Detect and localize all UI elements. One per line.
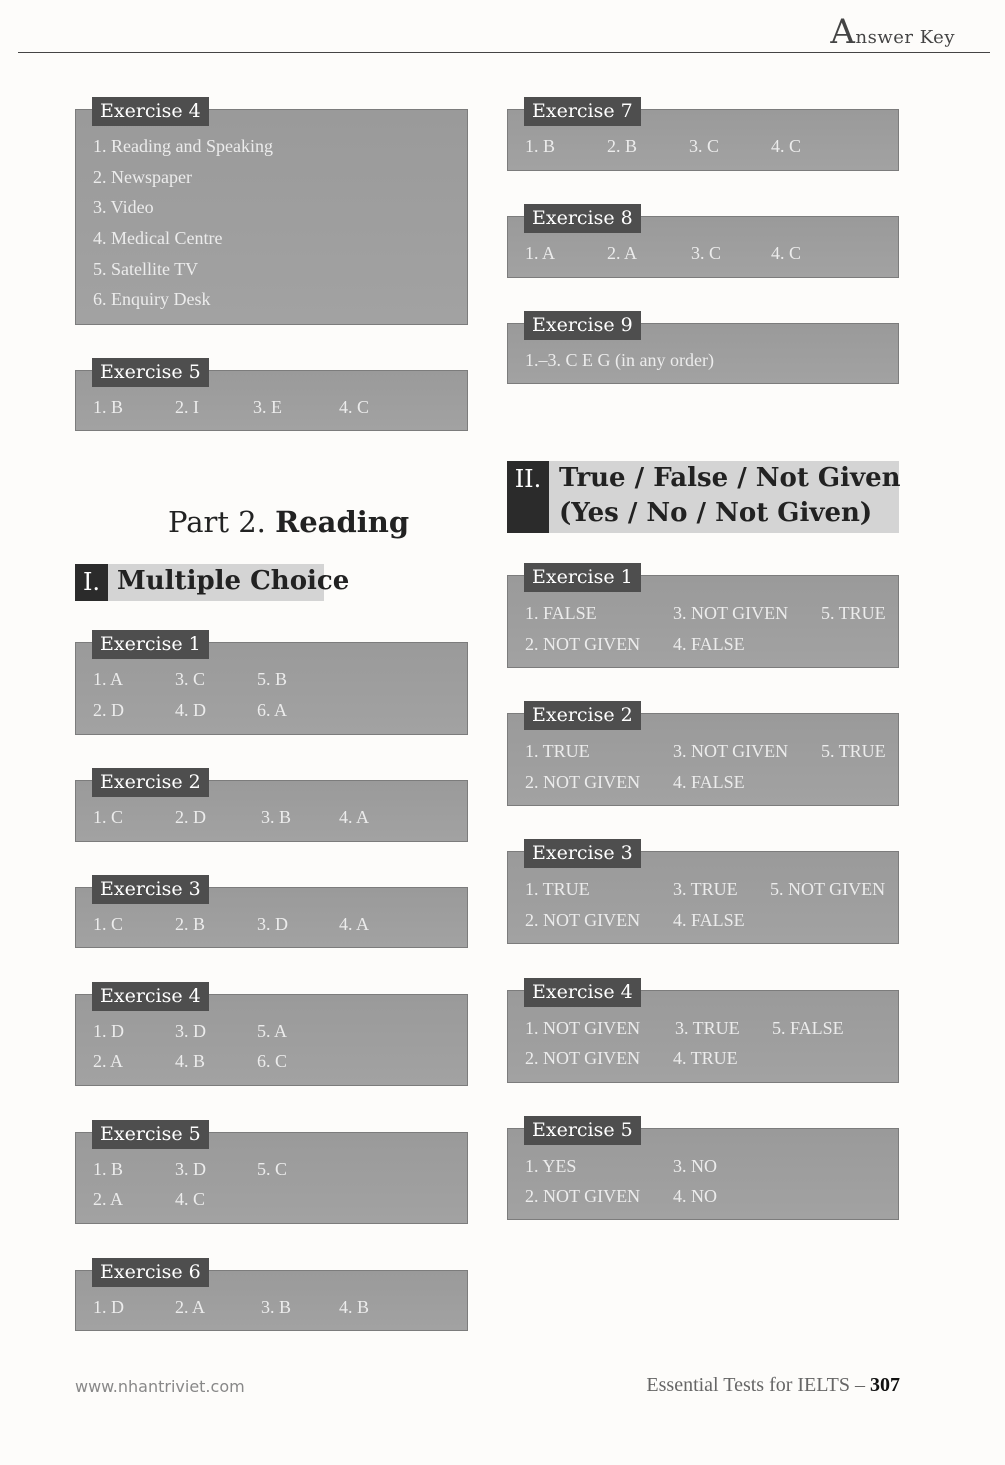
answer-item: 2. D: [175, 807, 206, 827]
answer-item: 1. A: [93, 669, 124, 689]
exercise-9-box: [507, 314, 899, 384]
footer-url: www.nhantriviet.com: [75, 1377, 245, 1396]
exercise-title: Exercise 6: [92, 1258, 209, 1287]
section-title: True / False / Not Given: [559, 463, 901, 493]
answer-item: 3. C: [691, 243, 722, 263]
section-title: Multiple Choice: [117, 566, 350, 596]
answer-item: 4. TRUE: [673, 1048, 738, 1068]
part-name: Reading: [275, 505, 410, 539]
exercise-5-listening-box: [75, 361, 468, 431]
header-rule: [18, 52, 990, 53]
answer-item: 3. E: [253, 397, 282, 417]
answer-item: 5. TRUE: [821, 741, 886, 761]
mc-exercise-6-box: [75, 1261, 468, 1331]
answer-item: 2. A: [175, 1297, 206, 1317]
answer-item: 3. NOT GIVEN: [673, 741, 789, 761]
mc-exercise-1-box: [75, 633, 468, 735]
mc-exercise-2-box: [75, 771, 468, 842]
answer-item: 2. A: [607, 243, 638, 263]
answer-item: 3. C: [175, 669, 206, 689]
tf-exercise-2-box: [507, 704, 899, 806]
tf-exercise-4-box: [507, 981, 899, 1083]
mc-exercise-3-box: [75, 878, 468, 948]
exercise-title: Exercise 9: [524, 311, 641, 340]
answer-item: 5. Satellite TV: [93, 259, 199, 279]
answer-item: 4. FALSE: [673, 772, 745, 792]
answer-item: 3. D: [175, 1159, 206, 1179]
mc-exercise-4-box: [75, 985, 468, 1086]
answer-item: 4. C: [771, 243, 802, 263]
footer-book: Essential Tests for IELTS –: [646, 1374, 870, 1396]
exercise-title: Exercise 8: [524, 204, 641, 233]
exercise-title: Exercise 2: [92, 768, 209, 797]
answer-item: 2. NOT GIVEN: [525, 772, 641, 792]
answer-item: 5. A: [257, 1021, 288, 1041]
exercise-title: Exercise 4: [92, 97, 209, 126]
answer-item: 5. TRUE: [821, 603, 886, 623]
answer-item: 2. B: [175, 914, 206, 934]
answer-item: 4. B: [175, 1051, 206, 1071]
answer-item: 2. NOT GIVEN: [525, 634, 641, 654]
answer-item: 5. C: [257, 1159, 288, 1179]
answer-item: 1. TRUE: [525, 879, 590, 899]
answer-item: 3. C: [689, 136, 720, 156]
answer-item: 1.–3. C E G (in any order): [525, 350, 714, 370]
answer-item: 1. A: [525, 243, 556, 263]
answer-item: 4. C: [339, 397, 370, 417]
answer-item: 1. C: [93, 807, 124, 827]
answer-item: 4. A: [339, 914, 370, 934]
section-number: I.: [75, 564, 108, 601]
answer-item: 2. Newspaper: [93, 167, 192, 187]
exercise-8-box: [507, 207, 899, 278]
section-heading-multiple-choice: [75, 564, 350, 601]
answer-item: 1. D: [93, 1297, 124, 1317]
answer-item: 2. NOT GIVEN: [525, 910, 641, 930]
answer-item: 3. NO: [673, 1156, 717, 1176]
answer-item: 1. B: [93, 397, 124, 417]
section-number: II.: [507, 461, 549, 533]
answer-item: 4. B: [339, 1297, 370, 1317]
answer-item: 3. B: [261, 807, 292, 827]
exercise-title: Exercise 5: [524, 1116, 641, 1145]
answer-item: 5. NOT GIVEN: [770, 879, 886, 899]
answer-item: 5. B: [257, 669, 288, 689]
answer-item: 2. I: [175, 397, 199, 417]
exercise-4-listening-box: [75, 100, 468, 325]
answer-item: 4. D: [175, 700, 206, 720]
section-subtitle: (Yes / No / Not Given): [559, 498, 873, 528]
footer-book-title: [646, 1374, 900, 1397]
header-rest: nswer Key: [855, 27, 955, 48]
exercise-title: Exercise 7: [524, 97, 641, 126]
exercise-title: Exercise 4: [524, 978, 641, 1007]
answer-item: 1. Reading and Speaking: [93, 136, 273, 156]
header-initial: A: [830, 12, 856, 52]
exercise-title: Exercise 5: [92, 1120, 209, 1149]
answer-item: 4. FALSE: [673, 910, 745, 930]
answer-item: 4. Medical Centre: [93, 228, 223, 248]
part-prefix: Part 2.: [168, 505, 266, 539]
answer-item: 2. NOT GIVEN: [525, 1048, 641, 1068]
answer-item: 3. TRUE: [673, 879, 738, 899]
answer-item: 1. YES: [525, 1156, 577, 1176]
answer-item: 3. NOT GIVEN: [673, 603, 789, 623]
answer-item: 2. NOT GIVEN: [525, 1186, 641, 1206]
answer-item: 1. NOT GIVEN: [525, 1018, 641, 1038]
tf-exercise-3-box: [507, 842, 899, 944]
answer-item: 2. A: [93, 1189, 124, 1209]
running-header: [830, 12, 955, 52]
answer-item: 4. C: [175, 1189, 206, 1209]
section-heading-true-false: [507, 461, 899, 533]
answer-item: 1. C: [93, 914, 124, 934]
answer-item: 4. C: [771, 136, 802, 156]
answer-item: 2. B: [607, 136, 638, 156]
exercise-title: Exercise 1: [92, 630, 209, 659]
answer-item: 1. B: [525, 136, 556, 156]
tf-exercise-1-box: [507, 566, 899, 668]
tf-exercise-5-box: [507, 1119, 899, 1220]
answer-item: 6. A: [257, 700, 288, 720]
answer-item: 1. FALSE: [525, 603, 597, 623]
answer-item: 2. A: [93, 1051, 124, 1071]
exercise-7-box: [507, 100, 899, 171]
answer-item: 4. FALSE: [673, 634, 745, 654]
answer-item: 6. C: [257, 1051, 288, 1071]
answer-item: 1. TRUE: [525, 741, 590, 761]
answer-item: 4. NO: [673, 1186, 717, 1206]
exercise-title: Exercise 3: [524, 839, 641, 868]
answer-item: 5. FALSE: [772, 1018, 844, 1038]
answer-item: 3. B: [261, 1297, 292, 1317]
exercise-title: Exercise 2: [524, 701, 641, 730]
answer-item: 4. A: [339, 807, 370, 827]
answer-item: 3. D: [257, 914, 288, 934]
answer-item: 3. D: [175, 1021, 206, 1041]
answer-item: 1. B: [93, 1159, 124, 1179]
answer-item: 6. Enquiry Desk: [93, 289, 211, 309]
mc-exercise-5-box: [75, 1123, 468, 1224]
answer-item: 2. D: [93, 700, 124, 720]
answer-item: 3. TRUE: [675, 1018, 740, 1038]
exercise-title: Exercise 3: [92, 875, 209, 904]
exercise-title: Exercise 1: [524, 563, 641, 592]
part-title: [168, 505, 409, 539]
page-number: 307: [870, 1374, 900, 1396]
exercise-title: Exercise 5: [92, 358, 209, 387]
exercise-title: Exercise 4: [92, 982, 209, 1011]
answer-item: 1. D: [93, 1021, 124, 1041]
answer-item: 3. Video: [93, 197, 154, 217]
